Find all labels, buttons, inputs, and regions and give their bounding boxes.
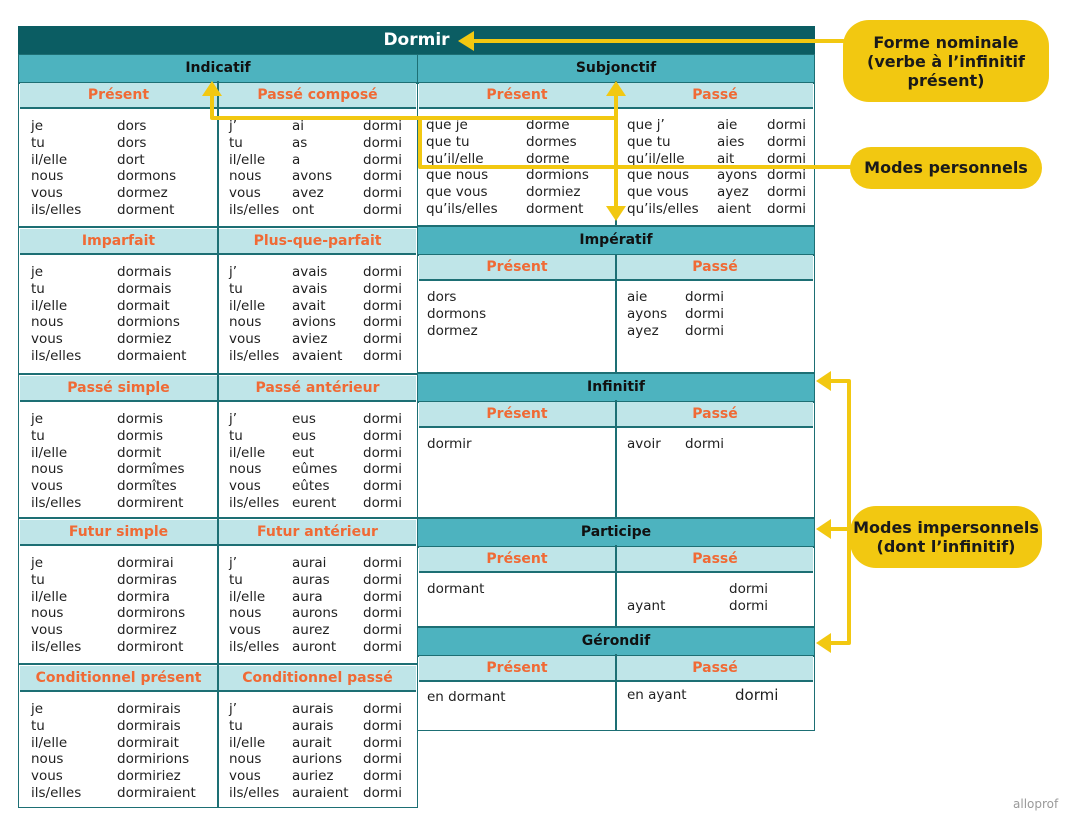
arrowhead-participe — [816, 519, 831, 539]
participe-passe-participle: dormi — [729, 598, 769, 614]
gerondif-header: Gérondif — [418, 628, 814, 657]
pronoun-column: je tu il/elle nous vous ils/elles — [31, 264, 82, 364]
pronoun-column: je tu il/elle nous vous ils/elles — [31, 701, 82, 801]
verb-title: Dormir — [18, 26, 815, 54]
subjonctif-present-forms: dorme dormes dorme dormions dormiez dorment — [526, 117, 589, 217]
pronoun-column: j’ tu il/elle nous vous ils/elles — [229, 118, 280, 218]
subjonctif-present-pronouns: que je que tu qu’il/elle que nous que vous qu’ils/elles — [426, 117, 498, 217]
tense-header-futur-simple: Futur simple — [20, 520, 217, 546]
gerondif-passe-participle: dormi — [735, 686, 779, 704]
pronoun-column: je tu il/elle nous vous ils/elles — [31, 118, 82, 218]
imperatif-header: Impératif — [418, 227, 814, 256]
arrow-modes-impersonnels-bracket — [829, 381, 849, 643]
arrowhead-infinitif — [816, 371, 831, 391]
arrowhead-indicatif — [202, 81, 222, 96]
subjonctif-present-header: Présent — [419, 83, 615, 109]
pronoun-column: j’ tu il/elle nous vous ils/elles — [229, 264, 280, 364]
participe-passe-aux: ayant — [627, 598, 666, 614]
imperatif-present-header: Présent — [419, 255, 615, 281]
tense-header-conditionnel-passe: Conditionnel passé — [219, 666, 416, 692]
infinitif-present-header: Présent — [419, 402, 615, 428]
arrowhead-subjonctif — [606, 81, 626, 96]
verb-form-column: dormis dormis dormit dormîmes dormîtes dormirent — [117, 411, 185, 511]
callout-modes-personnels: Modes personnels — [850, 147, 1042, 189]
auxiliary-column: avais avais avait avions aviez avaient — [292, 264, 343, 364]
indicatif-header: Indicatif — [19, 55, 417, 84]
subjonctif-passe-participle: dormi dormi dormi dormi dormi dormi — [767, 117, 807, 217]
tense-header-passe-simple: Passé simple — [20, 376, 217, 402]
subjonctif-passe-aux: aie aies ait ayons ayez aient — [717, 117, 758, 217]
infinitif-passe-header: Passé — [617, 402, 813, 428]
pronoun-column: j’ tu il/elle nous vous ils/elles — [229, 701, 280, 801]
tense-header-imparfait: Imparfait — [20, 229, 217, 255]
infinitif-present-form: dormir — [427, 436, 472, 452]
imperatif-passe-aux: aie ayons ayez — [627, 289, 668, 339]
infinitif-passe-aux: avoir — [627, 436, 661, 452]
auxiliary-column: aurai auras aura aurons aurez auront — [292, 555, 338, 655]
arrow-modes-personnels-line — [420, 118, 850, 167]
arrowhead-gerondif — [816, 633, 831, 653]
callout-forme-nominale-line1: Forme nominale — [873, 33, 1019, 52]
participe-passe-header: Passé — [617, 547, 813, 573]
alloprof-logo: alloprof — [1013, 797, 1059, 811]
imperatif-passe-participle: dormi dormi dormi — [685, 289, 725, 339]
gerondif-present-header: Présent — [419, 656, 615, 682]
imperatif-present-forms: dors dormons dormez — [427, 289, 487, 339]
auxiliary-column: aurais aurais aurait aurions auriez auraient — [292, 701, 349, 801]
participle-column: dormi dormi dormi dormi dormi dormi — [363, 701, 403, 801]
participe-header: Participe — [418, 519, 814, 548]
participe-present-header: Présent — [419, 547, 615, 573]
participle-column: dormi dormi dormi dormi dormi dormi — [363, 411, 403, 511]
verb-form-column: dormirais dormirais dormirait dormirions dormiriez dormiraient — [117, 701, 196, 801]
gerondif-passe-header: Passé — [617, 656, 813, 682]
subjonctif-passe-pronouns: que j’ que tu qu’il/elle que nous que vous qu’ils/elles — [627, 117, 699, 217]
infinitif-header: Infinitif — [418, 374, 814, 403]
imperatif-passe-header: Passé — [617, 255, 813, 281]
tense-header-futur-anterieur: Futur antérieur — [219, 520, 416, 546]
pronoun-column: j’ tu il/elle nous vous ils/elles — [229, 555, 280, 655]
participe-passe-alone: dormi — [729, 581, 769, 597]
participle-column: dormi dormi dormi dormi dormi dormi — [363, 264, 403, 364]
participle-column: dormi dormi dormi dormi dormi dormi — [363, 118, 403, 218]
participle-column: dormi dormi dormi dormi dormi dormi — [363, 555, 403, 655]
infinitif-passe-participle: dormi — [685, 436, 725, 452]
auxiliary-column: eus eus eut eûmes eûtes eurent — [292, 411, 338, 511]
arrowhead-imperatif — [606, 206, 626, 221]
arrow-modes-personnels-bracket — [212, 93, 616, 118]
callout-modes-impersonnels-line1: Modes impersonnels — [853, 518, 1039, 537]
verb-form-column: dormirai dormiras dormira dormirons dormirez dormiront — [117, 555, 186, 655]
pronoun-column: je tu il/elle nous vous ils/elles — [31, 555, 82, 655]
subjonctif-header: Subjonctif — [418, 55, 814, 84]
callout-forme-nominale-line3: présent) — [907, 71, 985, 90]
callout-forme-nominale-line2: (verbe à l’infinitif — [867, 52, 1025, 71]
tense-header-passe-anterieur: Passé antérieur — [219, 376, 416, 402]
tense-header-passe-compose: Passé composé — [219, 83, 416, 109]
pronoun-column: je tu il/elle nous vous ils/elles — [31, 411, 82, 511]
verb-form-column: dors dors dort dormons dormez dorment — [117, 118, 177, 218]
gerondif-passe-aux: en ayant — [627, 687, 687, 703]
auxiliary-column: ai as a avons avez ont — [292, 118, 333, 218]
tense-header-present: Présent — [20, 83, 217, 109]
callout-modes-impersonnels-line2: (dont l’infinitif) — [876, 537, 1016, 556]
pronoun-column: j’ tu il/elle nous vous ils/elles — [229, 411, 280, 511]
verb-form-column: dormais dormais dormait dormions dormiez dormaient — [117, 264, 187, 364]
arrowhead-title — [458, 31, 474, 51]
tense-header-conditionnel-present: Conditionnel présent — [20, 666, 217, 692]
tense-header-plus-que-parfait: Plus-que-parfait — [219, 229, 416, 255]
subjonctif-passe-header: Passé — [617, 83, 813, 109]
gerondif-present-form: en dormant — [427, 689, 506, 705]
participe-present-form: dormant — [427, 581, 485, 597]
